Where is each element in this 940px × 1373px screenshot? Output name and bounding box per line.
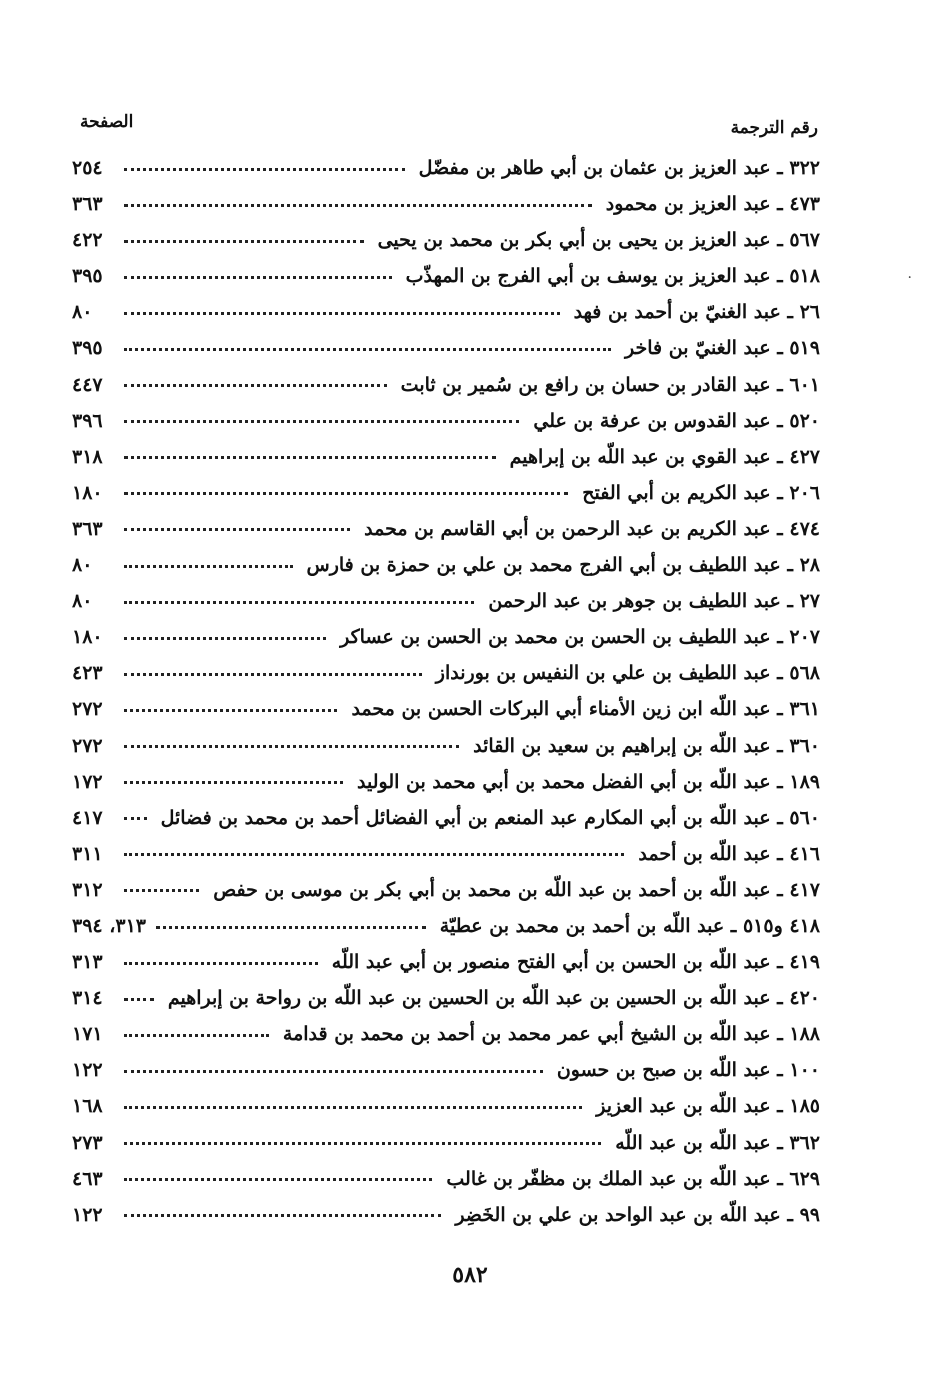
dot-leader: [124, 1214, 441, 1217]
entry-page-number: ١٨٠: [72, 626, 103, 649]
entry-text: ٥١٨ ـ عبد العزيز بن يوسف بن أبي الفرج بن المهذّب: [405, 265, 820, 288]
entry-page-number: ٣١٣: [72, 951, 103, 974]
dot-leader: [124, 168, 405, 171]
entry-text: ٤٢٠ ـ عبد اللّه بن الحسين بن عبد اللّه بن الحسين بن عبد اللّه بن رواحة بن إبراهيم: [167, 987, 820, 1010]
dot-leader: [124, 1106, 582, 1109]
entry-page-number: ٢٥٤: [72, 157, 103, 179]
index-entry-row: [72, 475, 820, 511]
dot-leader: [124, 853, 624, 856]
entry-page-number: ٣١٢: [72, 878, 103, 901]
page-number: ٥٨٢: [452, 1262, 488, 1288]
index-entry-row: [72, 728, 820, 764]
index-entry-row: [72, 150, 820, 186]
entry-text: ٣٢٢ ـ عبد العزيز بن عثمان بن أبي طاهر بن مفضّل: [418, 157, 820, 179]
entry-page-number: ٣٩٦: [72, 409, 103, 432]
entry-page-number: ١٧١: [72, 1023, 103, 1046]
index-entry-row: [72, 836, 820, 872]
index-entry-row: [72, 222, 820, 258]
entry-page-number: ٣٦٣: [72, 193, 103, 216]
entry-text: ٥١٩ ـ عبد الغنيّ بن فاخر: [625, 337, 820, 360]
dot-leader: [124, 1142, 601, 1145]
entry-page-number: ٣١١: [72, 842, 103, 865]
entry-page-number: ١٧٢: [72, 770, 103, 793]
dot-leader: [124, 1178, 432, 1181]
entry-number-column-header: رقم الترجمة: [730, 118, 818, 138]
dot-leader: [124, 601, 474, 604]
dot-leader: [124, 745, 459, 748]
index-entry-row: [72, 872, 820, 908]
entry-text: ٤١٨ و٥١٥ ـ عبد اللّه بن أحمد بن محمد بن عطيّة: [439, 914, 820, 937]
dot-leader: [124, 456, 496, 459]
entry-text: ٤٢٧ ـ عبد القوي بن عبد اللّه بن إبراهيم: [509, 445, 820, 468]
entry-page-number: ٣٦٣: [72, 517, 103, 540]
entry-page-number: ٤٢٢: [72, 229, 103, 252]
entry-text: ١٨٨ ـ عبد اللّه بن الشيخ أبي عمر محمد بن أحمد بن محمد بن قدامة: [282, 1023, 820, 1046]
index-entry-row: [72, 583, 820, 619]
entry-text: ١٨٩ ـ عبد اللّه بن أبي الفضل محمد بن أبي محمد بن الوليد: [357, 770, 820, 793]
dot-leader: [124, 817, 147, 820]
index-entry-row: [72, 1161, 820, 1197]
index-entry-row: [72, 1016, 820, 1052]
entry-page-number: ١٨٠: [72, 481, 103, 504]
page-column-header: الصفحة: [80, 112, 134, 132]
dot-leader: [124, 1070, 543, 1073]
entry-text: ٢٧ ـ عبد اللطيف بن جوهر بن عبد الرحمن: [488, 590, 820, 613]
index-entry-row: [72, 691, 820, 727]
index-entry-row: [72, 1088, 820, 1124]
entry-text: ٦٢٩ ـ عبد اللّه بن عبد الملك بن مظفّر بن غالب: [446, 1167, 820, 1190]
index-entry-row: [72, 800, 820, 836]
entry-page-number: ٣١٨: [72, 445, 103, 468]
entry-page-number: ٤٢٣: [72, 662, 103, 685]
index-entry-row: [72, 547, 820, 583]
entry-text: ٤١٩ ـ عبد اللّه بن الحسن بن أبي الفتح منصور بن أبي عبد اللّه: [331, 951, 820, 974]
entry-page-number: ٣٩٥: [72, 337, 103, 360]
index-entry-row: [72, 908, 820, 944]
index-entry-row: [72, 980, 820, 1016]
dot-leader: [124, 673, 422, 676]
entry-page-number: ٤٤٧: [72, 373, 103, 396]
dot-leader: [124, 312, 560, 315]
entry-text: ٢٦ ـ عبد الغنيّ بن أحمد بن فهد: [573, 301, 820, 324]
dot-leader: [124, 1034, 269, 1037]
index-entry-row: [72, 1125, 820, 1161]
entry-text: ٥٦٠ ـ عبد اللّه بن أبي المكارم عبد المنعم بن أبي الفضائل أحمد بن محمد بن فضائل: [160, 806, 820, 829]
entry-text: ٩٩ ـ عبد اللّه بن عبد الواحد بن علي بن الخَضِر: [455, 1203, 820, 1226]
index-entry-row: [72, 186, 820, 222]
dot-leader: [124, 962, 318, 965]
index-entry-row: [72, 439, 820, 475]
entry-page-number: ٣١٤: [72, 987, 103, 1010]
dot-leader: [124, 781, 343, 784]
index-entry-row: [72, 655, 820, 691]
dot-leader: [124, 528, 350, 531]
entry-text: ١٨٥ ـ عبد اللّه بن عبد العزيز: [596, 1095, 820, 1118]
entry-text: ٥٦٨ ـ عبد اللطيف بن علي بن النفيس بن بورنداز: [435, 662, 820, 685]
entry-text: ٦٠١ ـ عبد القادر بن حسان بن رافع بن سُمير بن ثابت: [400, 373, 820, 396]
entry-text: ٢٨ ـ عبد اللطيف بن أبي الفرج محمد بن علي بن حمزة بن فارس: [306, 554, 820, 577]
entry-page-number: ٤١٧: [72, 806, 103, 829]
entry-page-number: ١٢٢: [72, 1203, 103, 1226]
index-entry-row: [72, 258, 820, 294]
entry-page-number: ١٦٨: [72, 1095, 103, 1118]
entry-text: ٣٦١ ـ عبد اللّه ابن زين الأمناء أبي البركات الحسن بن محمد: [351, 698, 820, 721]
index-entry-row: [72, 367, 820, 403]
entry-text: ٥٢٠ ـ عبد القدوس بن عرفة بن علي: [533, 409, 820, 432]
index-entry-row: [72, 944, 820, 980]
dot-leader: [124, 998, 154, 1001]
entry-text: ٤١٦ ـ عبد اللّه بن أحمد: [638, 842, 820, 865]
dot-leader: [124, 420, 519, 423]
entry-page-number: ٣٩٥: [72, 265, 103, 288]
index-entry-row: [72, 619, 820, 655]
index-entry-row: [72, 294, 820, 330]
index-entries-list: [72, 150, 820, 1233]
dot-leader: [124, 565, 293, 568]
entry-page-number: ٢٧٢: [72, 698, 103, 721]
index-entry-row: [72, 511, 820, 547]
index-entry-row: [72, 403, 820, 439]
dot-leader: [124, 889, 199, 892]
entry-text: ٢٠٧ ـ عبد اللطيف بن الحسن بن محمد بن الحسن بن عساكر: [340, 626, 820, 649]
dot-leader: [156, 926, 426, 929]
entry-page-number: ٤٦٣: [72, 1167, 103, 1190]
index-entry-row: [72, 1052, 820, 1088]
index-entry-row: [72, 1197, 820, 1233]
dot-leader: [124, 276, 392, 279]
dot-leader: [124, 384, 387, 387]
entry-page-number: ١٢٢: [72, 1059, 103, 1082]
entry-page-number: ٨٠: [72, 301, 93, 324]
entry-text: ٣٦٠ ـ عبد اللّه بن إبراهيم بن سعيد بن القائد: [473, 734, 820, 757]
dot-leader: [124, 348, 611, 351]
entry-page-number: ٨٠: [72, 554, 93, 577]
entry-text: ٤٧٣ ـ عبد العزيز بن محمود: [605, 193, 820, 216]
dot-leader: [124, 240, 364, 243]
margin-mark: ·: [907, 270, 912, 286]
entry-page-number: ٣١٣، ٣٩٤: [72, 914, 146, 937]
entry-text: ٥٦٧ ـ عبد العزيز بن يحيى بن أبي بكر بن محمد بن يحيى: [377, 229, 820, 252]
index-entry-row: [72, 330, 820, 366]
dot-leader: [124, 637, 326, 640]
index-entry-row: [72, 764, 820, 800]
entry-page-number: ٨٠: [72, 590, 93, 613]
dot-leader: [124, 492, 568, 495]
dot-leader: [124, 709, 337, 712]
entry-page-number: ٢٧٢: [72, 734, 103, 757]
entry-page-number: ٢٧٣: [72, 1131, 103, 1154]
entry-text: ٣٦٢ ـ عبد اللّه بن عبد اللّه: [615, 1131, 820, 1154]
entry-text: ١٠٠ ـ عبد اللّه بن صبح بن حسون: [556, 1059, 820, 1082]
dot-leader: [124, 204, 592, 207]
entry-text: ٤١٧ ـ عبد اللّه بن أحمد بن عبد اللّه بن محمد بن أبي بكر بن موسى بن حفص: [213, 878, 820, 901]
entry-text: ٤٧٤ ـ عبد الكريم بن عبد الرحمن بن أبي القاسم بن محمد: [364, 517, 820, 540]
entry-text: ٢٠٦ ـ عبد الكريم بن أبي الفتح: [582, 481, 820, 504]
